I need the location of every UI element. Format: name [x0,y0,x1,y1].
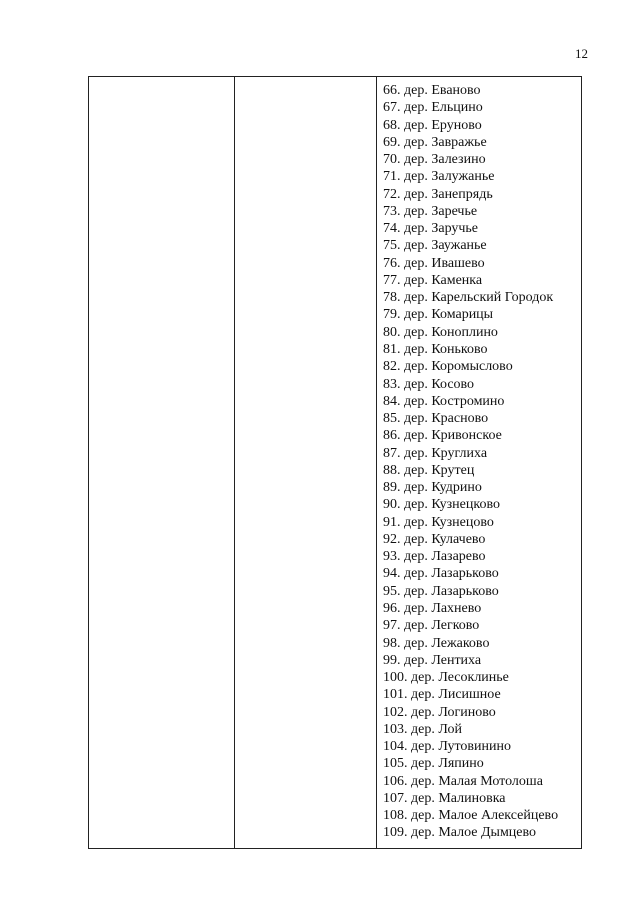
list-item: 105. дер. Ляпино [383,756,484,772]
list-item: 99. дер. Лентиха [383,652,482,668]
list-item: 73. дер. Заречье [383,203,478,219]
list-item: 93. дер. Лазарево [383,549,486,565]
settlement-list [383,82,581,842]
list-item: 95. дер. Лазарьково [383,583,499,599]
list-item: 103. дер. Лой [383,721,462,737]
list-item: 92. дер. Кулачево [383,531,486,547]
table-column-2 [235,77,377,848]
list-item: 96. дер. Лахнево [383,600,482,616]
list-item: 69. дер. Завражье [383,134,487,150]
list-item: 71. дер. Залужанье [383,169,495,185]
list-item: 94. дер. Лазарьково [383,566,499,582]
list-item: 66. дер. Еваново [383,83,481,98]
list-item: 80. дер. Коноплино [383,324,498,340]
list-item: 77. дер. Каменка [383,272,483,288]
list-item: 107. дер. Малиновка [383,790,506,806]
list-item: 100. дер. Лесоклинье [383,670,509,686]
list-item: 106. дер. Малая Мотолоша [383,773,543,789]
list-item: 85. дер. Красново [383,411,489,427]
list-item: 67. дер. Ельцино [383,100,483,116]
table-column-1 [89,77,235,848]
list-item: 102. дер. Логиново [383,704,496,720]
list-item: 87. дер. Круглиха [383,445,488,461]
list-item: 104. дер. Лутовинино [383,739,511,755]
list-item: 81. дер. Коньково [383,341,488,357]
list-item: 108. дер. Малое Алексейцево [383,808,559,824]
list-item: 97. дер. Легково [383,618,480,634]
list-item: 84. дер. Костромино [383,393,505,409]
list-item: 74. дер. Заручье [383,221,479,237]
list-item: 82. дер. Коромыслово [383,359,513,375]
list-item: 101. дер. Лисишное [383,687,501,703]
list-item: 109. дер. Малое Дымцево [383,825,537,841]
list-item: 75. дер. Заужанье [383,238,487,254]
list-item: 98. дер. Лежаково [383,635,490,651]
list-item: 86. дер. Кривонское [383,428,502,444]
list-item: 83. дер. Косово [383,376,475,392]
page-number: 12 [575,46,588,61]
list-item: 89. дер. Кудрино [383,480,482,496]
list-item: 78. дер. Карельский Городок [383,290,554,306]
table-column-settlements [377,77,581,848]
list-item: 91. дер. Кузнецово [383,514,494,530]
list-item: 90. дер. Кузнецково [383,497,500,513]
list-item: 72. дер. Занепрядь [383,186,493,202]
list-item: 68. дер. Еруново [383,117,482,133]
list-item: 70. дер. Залезино [383,152,486,168]
list-item: 79. дер. Комарицы [383,307,494,323]
list-item: 76. дер. Ивашево [383,255,485,271]
list-item: 88. дер. Крутец [383,462,475,478]
settlements-table [88,76,582,849]
